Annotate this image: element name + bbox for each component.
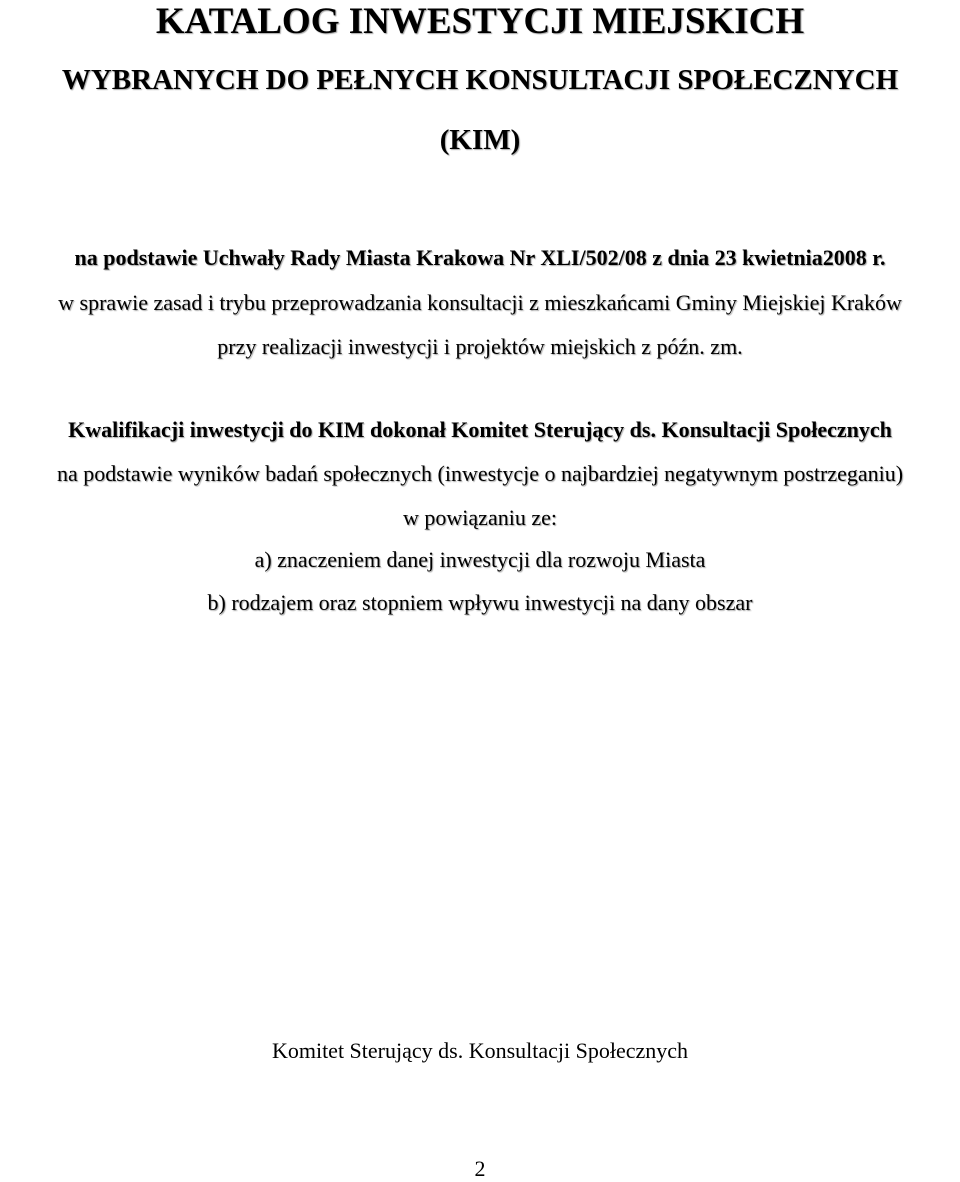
resolution-subject: w sprawie zasad i trybu przeprowadzania konsultacji z mieszkańcami Gminy Miejskiej Kraków bbox=[58, 290, 902, 315]
document-title: KATALOG INWESTYCJI MIEJSKICH bbox=[155, 1, 805, 42]
signature: Komitet Sterujący ds. Konsultacji Społecznych bbox=[271, 1038, 689, 1063]
qualification-criterion-a: a) znaczeniem danej inwestycji dla rozwoju Miasta bbox=[254, 547, 706, 572]
page-number: 2 bbox=[474, 1156, 486, 1181]
document-subtitle: WYBRANYCH DO PEŁNYCH KONSULTACJI SPOŁECZNYCH bbox=[61, 64, 899, 96]
qualification-connection: w powiązaniu ze: bbox=[403, 505, 557, 530]
qualification-criterion-b: b) rodzajem oraz stopniem wpływu inwestycji na dany obszar bbox=[207, 590, 753, 615]
resolution-subject-continued: przy realizacji inwestycji i projektów miejskich z późn. zm. bbox=[217, 334, 743, 359]
document-abbreviation: (KIM) bbox=[439, 124, 521, 156]
qualification-heading: Kwalifikacji inwestycji do KIM dokonał Komitet Sterujący ds. Konsultacji Społecznych bbox=[68, 417, 892, 442]
resolution-reference: na podstawie Uchwały Rady Miasta Krakowa Nr XLI/502/08 z dnia 23 kwietnia2008 r. bbox=[74, 245, 886, 270]
qualification-basis: na podstawie wyników badań społecznych (inwestycje o najbardziej negatywnym postrzeganiu) bbox=[56, 461, 904, 486]
